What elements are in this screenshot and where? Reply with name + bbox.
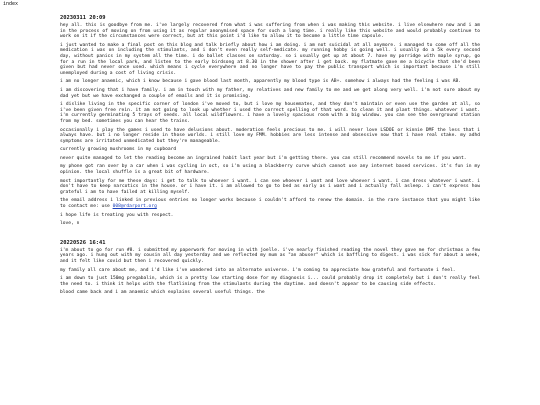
post-20220526	[60, 240, 480, 296]
contact-text: the email address i linked in previous entries no longer works because i couldn't afford to renew the domain. in the rare instance that you might like to contact me: use	[60, 198, 480, 210]
post-paragraph: most importantly for me these days: i get to talk to whoever i want. i can see whoever i want and love whoever i want. i can dress whatever i want. i don't have to keep narcotics in the house. or i have it. i am allowed to go to bed as early as i want and i actually fall asleep. i can't express how grateful i am to have failed at killing myself.	[60, 178, 480, 195]
blog-column	[60, 13, 480, 299]
post-paragraph: i dislike living in the specific corner of london i've moved to, but i love my housemates, and they don't maintain or even use the garden at all, so i've been given free rein. it am not going to look up whether i used the correct spelling of that word. to clean it and plant things. whatever i want. i'm currently germinating 5 trays of seeds. all local wildflowers. i have a lovely spacious room with a big window. you can see the overground station from my bed. sometimes you can hear the trains.	[60, 102, 480, 124]
post-date: 20220526 16:41	[60, 239, 106, 246]
post-paragraph: hey all. this is goodbye from me. i've largely recovered from what i was suffering from when i was making this website. i live elsewhere now and i am in the process of moving on from using it as regular anonymised space for such a long time. i really like this website and would probably continue to work on it if the circumstances were correct, but at this point i'd like to allow it to become a little time capsule.	[60, 23, 480, 40]
post-date: 20230311 20:09	[60, 15, 106, 21]
post-paragraph: currently growing mushrooms in my cupboard	[60, 147, 177, 153]
post-paragraph: i'm about to go for run #8. i submitted my paperwork for moving in with joelle. i've nearly finished reading the novel they gave me for christmas a few years ago. i hung out with my cousin all day yesterday and we reflected my mum as "an abuser" which is baffling to digest. i was sick for about a week, and it felt like covid but then i recovered quickly.	[60, 247, 480, 264]
email-link[interactable]: 008@rdarport.org	[112, 204, 157, 210]
post-paragraph-contact	[60, 198, 480, 209]
post-paragraph: never quite managed to let the reading become an ingrained habit last year but i'm getting there. you can still recommend novels to me if you want.	[60, 155, 467, 161]
post-20230311	[60, 15, 480, 227]
post-paragraph: blood came back and i am anaemic which explains several useful things. the	[60, 290, 265, 296]
post-separator	[60, 230, 480, 238]
post-paragraph: i am down to just 150mg pregabalin, which is a pretty low starting dose for my diagnosis i... could probably drop it completely but i don't really feel the need to. i think it helps with the flatlining from the stimulants during the daytime. and doesn't appear to be causing side effects.	[60, 276, 480, 287]
post-signoff: love, n	[60, 221, 80, 227]
post-paragraph: i hope life is treating you with respect.	[60, 212, 174, 218]
post-paragraph: i am no longer anaemic, which i know because i gave blood last month, apparently my blood type is AB+. somehow i always had the feeling i was AB.	[60, 79, 462, 85]
post-paragraph: occasionally i play the games i used to have delusions about. moderation feels precious to me. i will never love LSDOE or kinnie DMF the less that i always have. but i no longer reside in those worlds. i still love my FMM. hobbies are less intense and obsessive now that i have real stake. my adhd symptoms are irritated unmedicated but they're manageable.	[60, 127, 480, 144]
post-paragraph: i just wanted to make a final post on this blog and talk briefly about how i am doing. i am not suicidal at all anymore. i managed to come off all the medication i was on including the stimulants, and i don't even really self-medicate. my running hobby is going well. i usually do a 5k every second day, without panics in my system all the time. i do ballet classes on saturday. so i usually get up at about 7. have my porridge with maple syrup, go for a run in the local park, and listen to the early birdsong at 8.30 in the shower after i get back. my flatmate gave me a bicycle that she'd been given but had never once used. which means i cycle everywhere and no longer have to pay the public transport which is important because i'm still unemployed during a cost of living crisis.	[60, 42, 480, 76]
post-paragraph: my phone got ran over by a car when i was cycling in oct, so i'm using a blackberry curve which cannot use any internet based services. it's fun in my opinion. the local shuffle is a great bit of hardware.	[60, 164, 480, 176]
post-paragraph: i am discovering that i have family. i am in touch with my father, my relatives and new family to me and we get along very well. i'm not sure about my dad yet but we have exchanged a couple of emails and it is promising.	[60, 87, 480, 99]
index-link[interactable]: index	[3, 1, 19, 7]
post-paragraph: my family all care about me, and i'd like i've wandered into an alternate universe. i'm coming to appreciate how grateful and fortunate i feel.	[60, 267, 456, 273]
